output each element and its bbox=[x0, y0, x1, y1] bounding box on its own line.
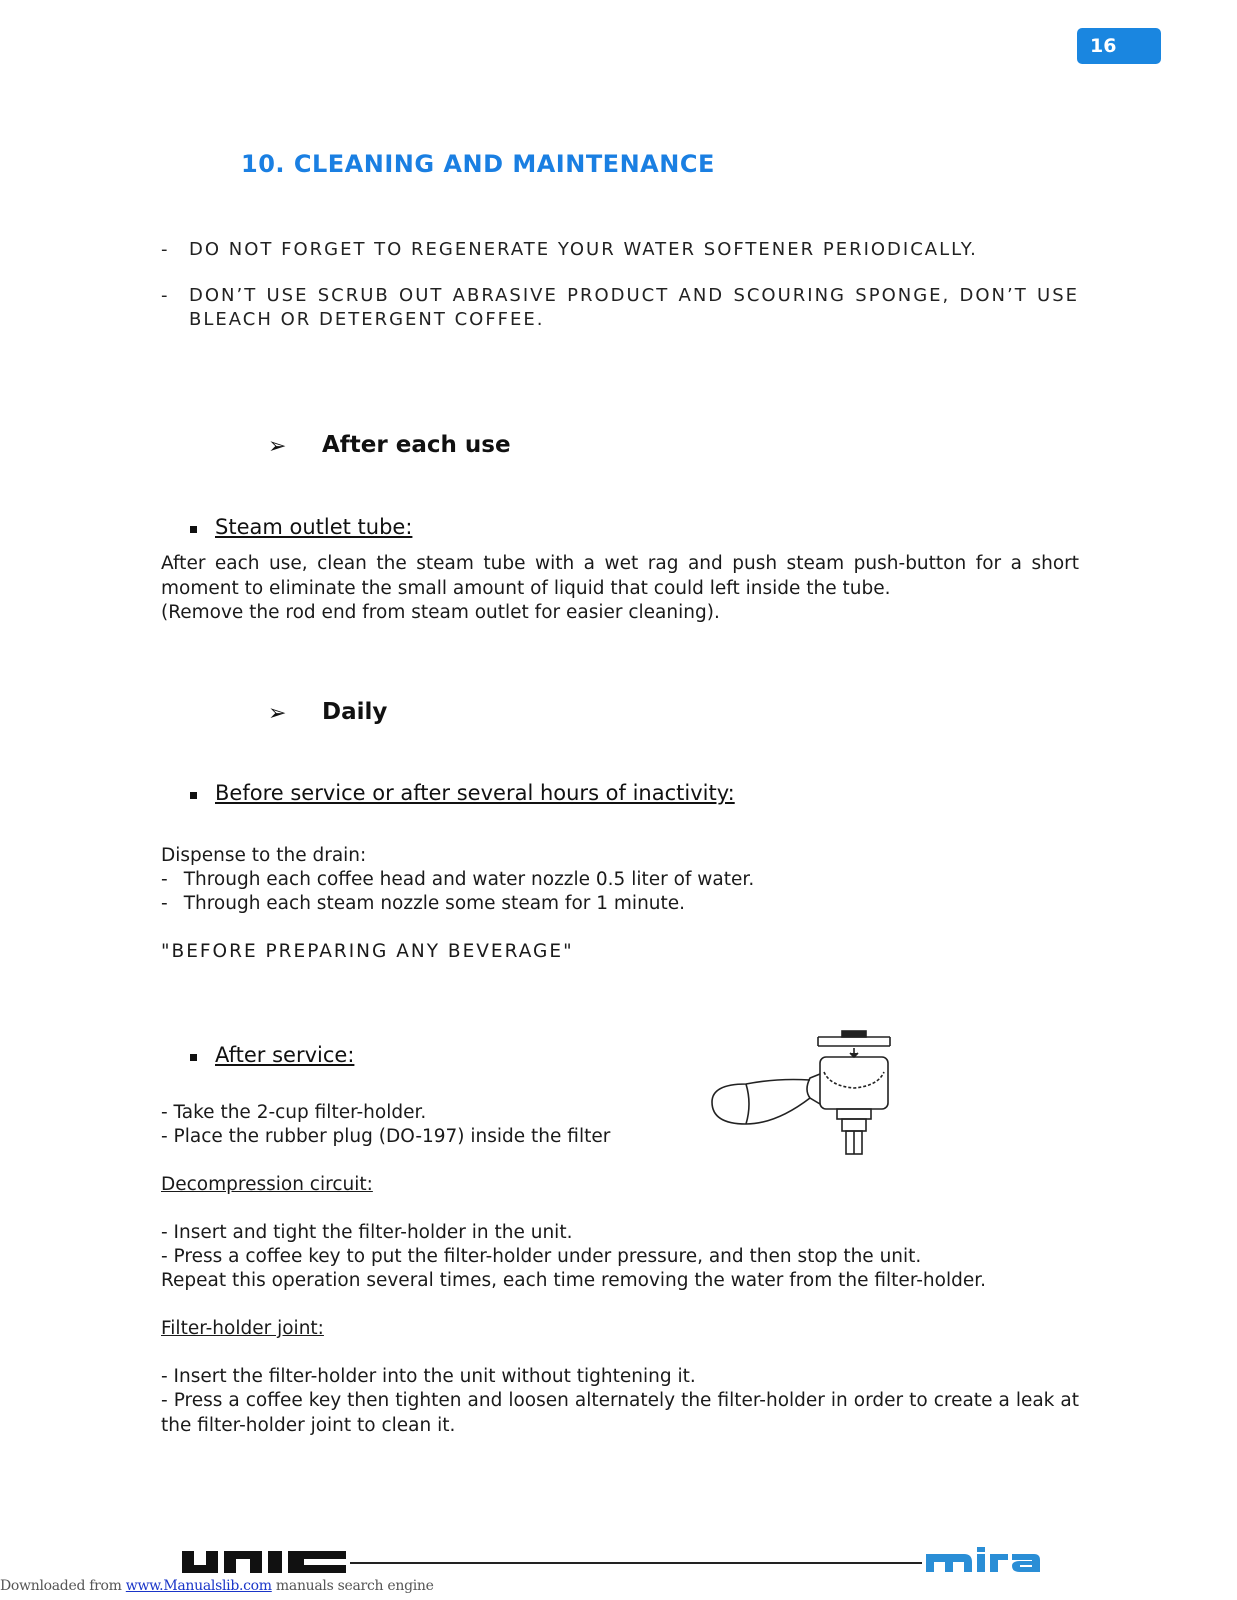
warning-dash: - bbox=[161, 239, 170, 260]
warning-dash: - bbox=[161, 285, 170, 306]
filter-holder-illustration bbox=[706, 1028, 910, 1156]
after-service-label: After service: bbox=[215, 1043, 355, 1067]
steam-outlet-label: Steam outlet tube: bbox=[215, 515, 413, 539]
dispense-intro: Dispense to the drain: bbox=[161, 845, 367, 866]
joint-label: Filter-holder joint: bbox=[161, 1318, 324, 1339]
dispense-item-2 bbox=[161, 893, 685, 914]
decompression-step-1: - Insert and tight the filter-holder in the unit. bbox=[161, 1222, 573, 1243]
square-bullet-icon bbox=[190, 1054, 197, 1061]
download-prefix: Downloaded from bbox=[0, 1578, 126, 1594]
arrow-bullet-icon: ➢ bbox=[268, 434, 287, 459]
before-service-label: Before service or after several hours of inactivity: bbox=[215, 781, 735, 805]
decompression-step-2: - Press a coffee key to put the filter-holder under pressure, and then stop the unit. bbox=[161, 1246, 922, 1267]
before-beverage-note: "BEFORE PREPARING ANY BEVERAGE" bbox=[161, 941, 574, 962]
warning-2 bbox=[161, 284, 1079, 332]
dispense-item-1 bbox=[161, 869, 754, 890]
joint-step-1: - Insert the filter-holder into the unit without tightening it. bbox=[161, 1366, 696, 1387]
after-step-1: - Take the 2-cup filter-holder. bbox=[161, 1102, 427, 1123]
download-credit bbox=[0, 1578, 434, 1594]
page-number-badge: 16 bbox=[1077, 28, 1161, 64]
section-title: 10. CLEANING AND MAINTENANCE bbox=[241, 150, 715, 178]
manualslib-link[interactable]: www.Manualslib.com bbox=[125, 1578, 272, 1594]
footer-rule bbox=[350, 1562, 922, 1564]
dispense-item-text: Through each coffee head and water nozzle 0.5 liter of water. bbox=[183, 869, 755, 890]
after-each-use-heading: After each use bbox=[322, 432, 511, 458]
dispense-item-text: Through each steam nozzle some steam for 1 minute. bbox=[183, 893, 686, 914]
steam-outlet-text: After each use, clean the steam tube with a wet rag and push steam push-button for a short moment to eliminate the small amount of liquid that could left inside the tube. bbox=[161, 553, 1079, 599]
square-bullet-icon bbox=[190, 526, 197, 533]
joint-step-2: - Press a coffee key then tighten and loosen alternately the filter-holder in order to create a leak at the filter-holder joint to clean it. bbox=[161, 1390, 1079, 1436]
unic-logo bbox=[180, 1549, 348, 1575]
steam-outlet-note: (Remove the rod end from steam outlet for easier cleaning). bbox=[161, 602, 720, 623]
list-dash: - bbox=[161, 893, 168, 914]
after-step-2: - Place the rubber plug (DO-197) inside the filter bbox=[161, 1126, 611, 1147]
warning-1 bbox=[161, 238, 1079, 262]
list-dash: - bbox=[161, 869, 168, 890]
warning-text: DON’T USE SCRUB OUT ABRASIVE PRODUCT AND SCOURING SPONGE, DON’T USE BLEACH OR DETERGENT COFFEE. bbox=[189, 285, 1079, 330]
mira-logo bbox=[924, 1546, 1042, 1576]
warning-text: DO NOT FORGET TO REGENERATE YOUR WATER SOFTENER PERIODICALLY. bbox=[189, 239, 978, 260]
decompression-step-3: Repeat this operation several times, each time removing the water from the filter-holder. bbox=[161, 1270, 987, 1291]
daily-heading: Daily bbox=[322, 699, 388, 725]
arrow-bullet-icon: ➢ bbox=[268, 701, 287, 726]
square-bullet-icon bbox=[190, 792, 197, 799]
download-suffix: manuals search engine bbox=[271, 1578, 434, 1594]
decompression-label: Decompression circuit: bbox=[161, 1174, 373, 1195]
